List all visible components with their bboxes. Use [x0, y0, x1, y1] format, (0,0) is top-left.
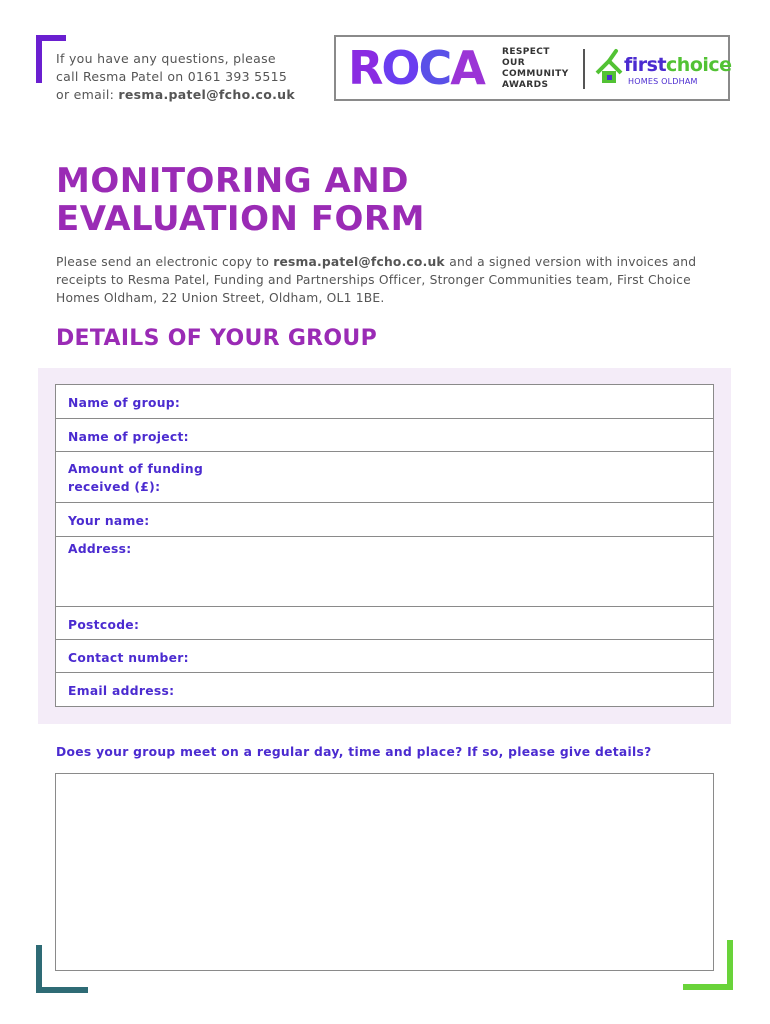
name-of-group-field[interactable] [56, 385, 713, 419]
first-choice-logo: firstchoice [624, 54, 732, 76]
postcode-label: Postcode: [68, 618, 140, 632]
meeting-question: Does your group meet on a regular day, time and place? If so, please give details? [56, 745, 652, 759]
email-address-label: Email address: [68, 684, 175, 698]
contact-line-3 [56, 86, 326, 104]
first-choice-logo-subtitle: HOMES OLDHAM [628, 77, 698, 86]
roca-logo: ROCA [348, 41, 484, 95]
contact-email-prefix: or email: [56, 87, 119, 102]
funding-label-line-2: received (£): [68, 480, 161, 494]
contact-line-1: If you have any questions, please [56, 51, 276, 66]
your-name-label: Your name: [68, 514, 150, 528]
address-label: Address: [68, 542, 132, 556]
corner-accent-bottom-right-bar [683, 984, 733, 990]
corner-accent-bottom-right [727, 940, 733, 990]
contact-number-field[interactable] [56, 640, 713, 673]
logo-divider [583, 49, 585, 89]
page-title-line-1: MONITORING AND [56, 161, 409, 201]
corner-accent-bottom-left-bar [36, 987, 88, 993]
roca-logo-subtitle: RESPECT OUR COMMUNITY AWARDS [502, 47, 569, 90]
page-title [56, 162, 556, 238]
contact-number-label: Contact number: [68, 651, 189, 665]
your-name-field[interactable] [56, 503, 713, 537]
group-details-table [55, 384, 714, 707]
meeting-details-answer[interactable] [55, 773, 714, 971]
contact-info [56, 50, 326, 104]
house-icon [594, 47, 624, 87]
contact-line-2: call Resma Patel on 0161 393 5515 [56, 69, 288, 84]
address-field[interactable] [56, 537, 713, 607]
page-title-line-2: EVALUATION FORM [56, 199, 425, 239]
corner-accent-top-left [36, 35, 42, 83]
funding-label-line-1: Amount of funding [68, 462, 204, 476]
intro-email-link[interactable]: resma.patel@fcho.co.uk [273, 255, 450, 269]
funding-amount-field[interactable] [56, 452, 713, 503]
section-heading: DETAILS OF YOUR GROUP [56, 326, 378, 351]
name-of-project-label: Name of project: [68, 430, 189, 444]
intro-paragraph: Please send an electronic copy to resma.patel@fcho.co.uk and a signed version with invoices and receipts to Resma Patel, Funding and Partnerships Officer, Stronger Communities team, First Choice Homes Oldham, 22 Union Street, Oldham, OL1 1BE. [56, 255, 697, 305]
contact-email-link[interactable]: resma.patel@fcho.co.uk [118, 87, 295, 102]
name-of-group-label: Name of group: [68, 396, 181, 410]
corner-accent-bottom-left [36, 945, 42, 993]
corner-accent-top-left-bar [36, 35, 66, 41]
postcode-field[interactable] [56, 607, 713, 640]
email-address-field[interactable] [56, 673, 713, 706]
sponsor-logos [334, 35, 730, 101]
name-of-project-field[interactable] [56, 419, 713, 452]
